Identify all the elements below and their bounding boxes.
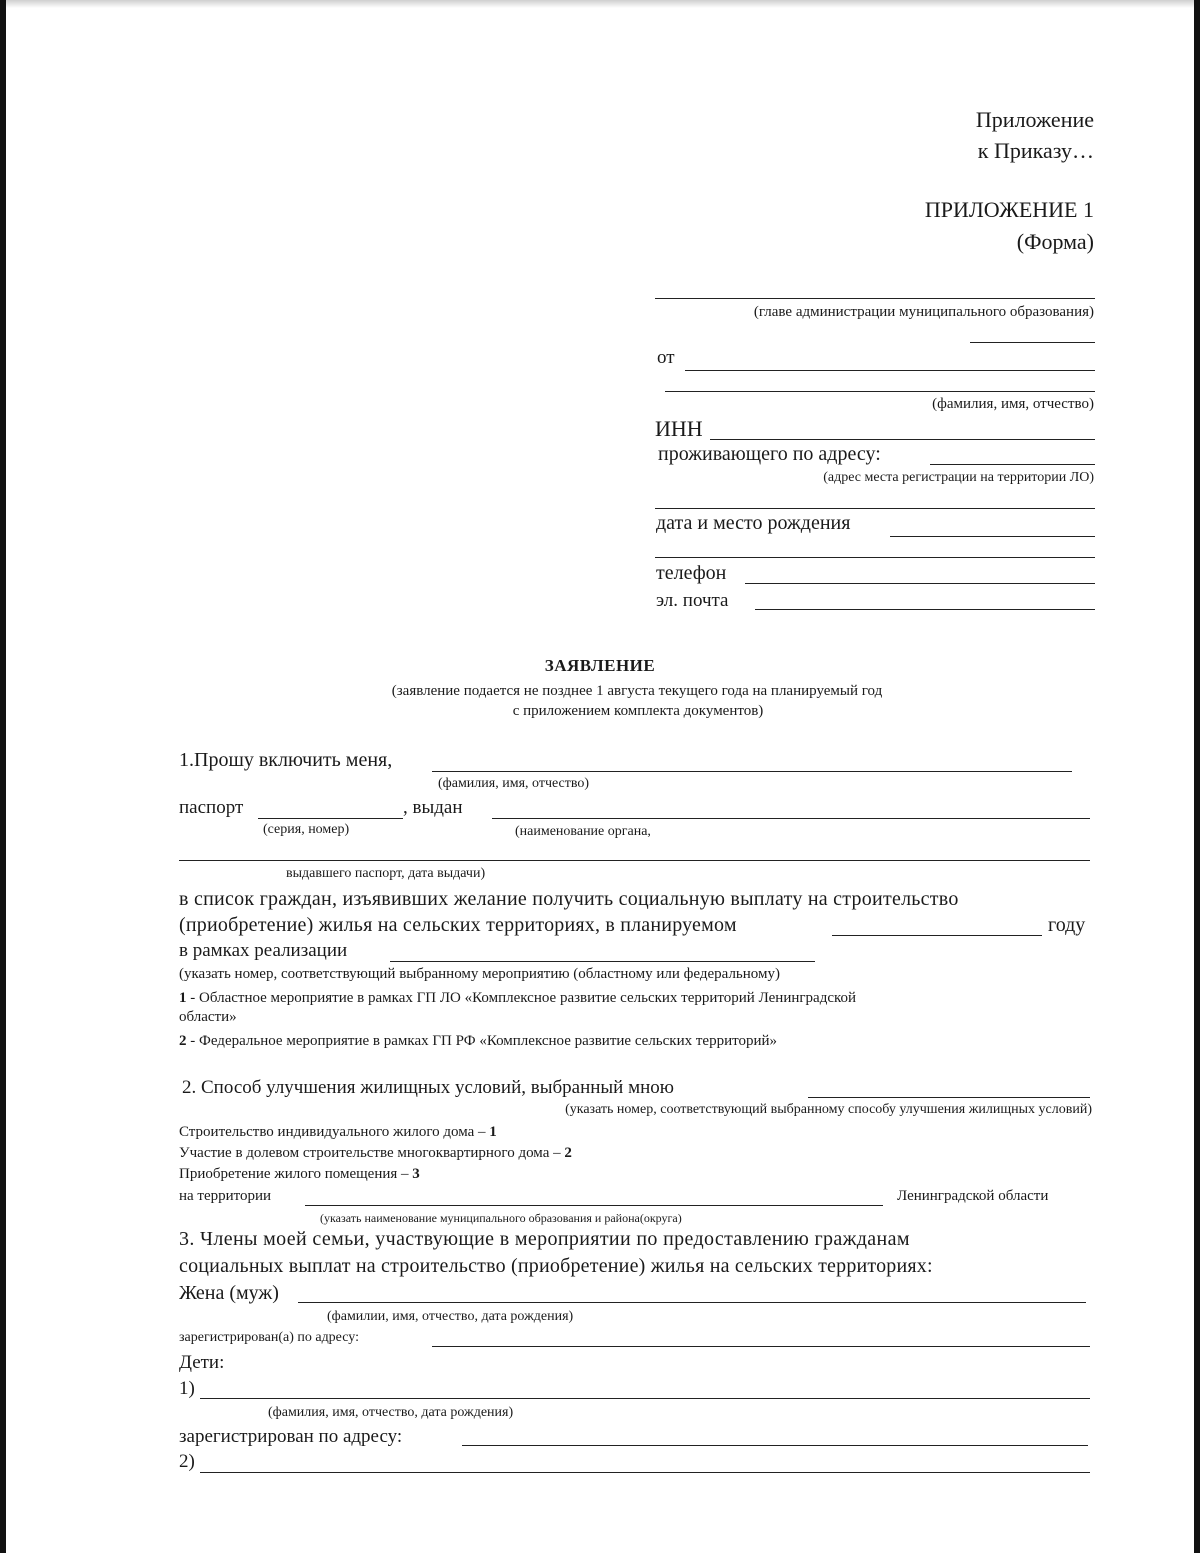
residing-field[interactable] [930, 442, 1095, 464]
territory-caption: (указать наименование муниципального образования и района(округа) [320, 1211, 682, 1225]
method-option-1 [179, 1124, 497, 1141]
child1-field[interactable] [200, 1376, 1090, 1398]
year-field[interactable] [832, 913, 1042, 935]
child1-underline [200, 1398, 1090, 1399]
email-label: эл. почта [656, 590, 729, 611]
members-line1: 3. Члены моей семьи, участвующие в мероприятии по предоставлению гражданам [179, 1228, 910, 1250]
request-label: 1.Прошу включить меня, [179, 749, 393, 771]
appendix-line2: к Приказу… [977, 138, 1094, 163]
territory-field[interactable] [305, 1183, 883, 1205]
method-caption: (указать номер, соответствующий выбранному способу улучшения жилищных условий) [565, 1102, 1092, 1117]
impl-field[interactable] [390, 939, 815, 961]
scan-left-border [0, 0, 6, 1553]
child1-reg-field[interactable] [462, 1423, 1088, 1445]
email-field[interactable] [755, 587, 1095, 609]
spouse-reg-label: зарегистрирован(а) по адресу: [179, 1330, 359, 1345]
scan-right-border [1194, 0, 1200, 1553]
children-label: Дети: [179, 1352, 225, 1373]
email-underline [755, 609, 1095, 610]
residing-underline [930, 464, 1095, 465]
territory-underline [305, 1205, 883, 1206]
applicant-underline [432, 771, 1072, 772]
spouse-label: Жена (муж) [179, 1282, 279, 1304]
applicant-field[interactable] [432, 749, 1072, 771]
head-underline-2 [970, 342, 1095, 343]
passport-underline [258, 818, 403, 819]
scan-top-edge [0, 0, 1200, 8]
option1-line2: области» [179, 1009, 237, 1025]
appendix-line1: Приложение [975, 107, 1094, 132]
fio-caption: (фамилия, имя, отчество) [932, 396, 1094, 412]
child2-label: 2) [179, 1451, 195, 1472]
title-note-line1: (заявление подается не позднее 1 августа текущего года на планируемый год [391, 683, 883, 699]
document-title: ЗАЯВЛЕНИЕ [544, 656, 656, 675]
method-underline [808, 1097, 1090, 1098]
option1-line1 [179, 990, 856, 1007]
phone-field[interactable] [745, 561, 1095, 583]
spouse-field[interactable] [298, 1280, 1086, 1302]
method-option-3 [179, 1166, 420, 1183]
option1-text: - Областное мероприятие в рамках ГП ЛО «Комплексное развитие сельских территорий Ленинградской [186, 990, 857, 1006]
inn-field[interactable] [710, 417, 1095, 439]
child1-reg-label: зарегистрирован по адресу: [179, 1426, 403, 1447]
method-option-2-text: Участие в долевом строительстве многоквартирного дома – [179, 1145, 565, 1161]
members-line2: социальных выплат на строительство (приобретение) жилья на сельских территориях: [179, 1255, 933, 1277]
fio-field[interactable] [665, 369, 1095, 391]
child2-field[interactable] [200, 1450, 1090, 1472]
from-label: от [657, 347, 675, 368]
year-suffix: году [1048, 914, 1086, 936]
option2-number: 2 [179, 1033, 187, 1049]
birth-field[interactable] [890, 514, 1095, 536]
method-option-1-text: Строительство индивидуального жилого дома – [179, 1124, 490, 1140]
organ-caption: (наименование органа, [515, 824, 651, 839]
address-underline [655, 508, 1095, 509]
impl-caption: (указать номер, соответствующий выбранному мероприятию (областному или федеральному) [179, 966, 780, 982]
birth-label: дата и место рождения [656, 512, 851, 534]
passport-field[interactable] [258, 796, 403, 818]
method-option-3-text: Приобретение жилого помещения – [179, 1166, 413, 1182]
address-caption: (адрес места регистрации на территории ЛО) [823, 470, 1094, 485]
impl-underline [390, 961, 815, 962]
option2-text: - Федеральное мероприятие в рамках ГП РФ «Комплексное развитие сельских территорий» [186, 1033, 778, 1049]
from-field[interactable] [685, 348, 1095, 370]
method-option-3-number: 3 [412, 1166, 420, 1182]
head-field[interactable] [655, 276, 1095, 298]
form-label: (Форма) [1016, 229, 1094, 254]
phone-underline [745, 583, 1095, 584]
birth-field-2[interactable] [655, 536, 1095, 558]
method-option-1-number: 1 [489, 1124, 497, 1140]
list-line2: (приобретение) жилья на сельских территориях, в планируемом [179, 914, 737, 936]
passport-label: паспорт [179, 797, 244, 818]
spouse-reg-underline [432, 1346, 1090, 1347]
head-underline [655, 298, 1095, 299]
residing-label: проживающего по адресу: [658, 443, 881, 465]
series-caption: (серия, номер) [263, 822, 350, 837]
list-line1: в список граждан, изъявивших желание получить социальную выплату на строительство [179, 888, 959, 910]
spouse-underline [298, 1302, 1086, 1303]
year-underline [832, 935, 1042, 936]
head-caption: (главе администрации муниципального образования) [753, 304, 1094, 320]
fio-underline [665, 391, 1095, 392]
method-option-2 [179, 1145, 572, 1162]
spouse-caption: (фамилии, имя, отчество, дата рождения) [327, 1309, 574, 1324]
child1-label: 1) [179, 1378, 195, 1399]
issuer-field[interactable] [492, 796, 1090, 818]
inn-underline [710, 439, 1095, 440]
appendix-number: ПРИЛОЖЕНИЕ 1 [924, 197, 1094, 222]
impl-label: в рамках реализации [179, 940, 348, 961]
child1-caption: (фамилия, имя, отчество, дата рождения) [268, 1405, 514, 1420]
option1-number: 1 [179, 990, 187, 1006]
child2-underline [200, 1472, 1090, 1473]
child1-reg-underline [462, 1445, 1088, 1446]
applicant-caption: (фамилия, имя, отчество) [438, 776, 590, 791]
option2-line [179, 1033, 777, 1050]
issuer-underline [492, 818, 1090, 819]
phone-label: телефон [656, 562, 727, 584]
method-field[interactable] [808, 1075, 1090, 1097]
method-label: 2. Способ улучшения жилищных условий, выбранный мною [182, 1077, 674, 1098]
inn-label: ИНН [655, 416, 703, 441]
region-label: Ленинградской области [897, 1188, 1049, 1204]
issuer-underline-2 [179, 860, 1090, 861]
method-option-2-number: 2 [564, 1145, 572, 1161]
spouse-reg-field[interactable] [432, 1324, 1090, 1346]
territory-label: на территории [179, 1188, 272, 1204]
issuer-field-2[interactable] [179, 838, 1090, 860]
issued-label: , выдан [403, 797, 463, 818]
address-field[interactable] [655, 486, 1095, 508]
title-note-line2: с приложением комплекта документов) [512, 703, 764, 719]
issued-caption: выдавшего паспорт, дата выдачи) [286, 866, 486, 881]
